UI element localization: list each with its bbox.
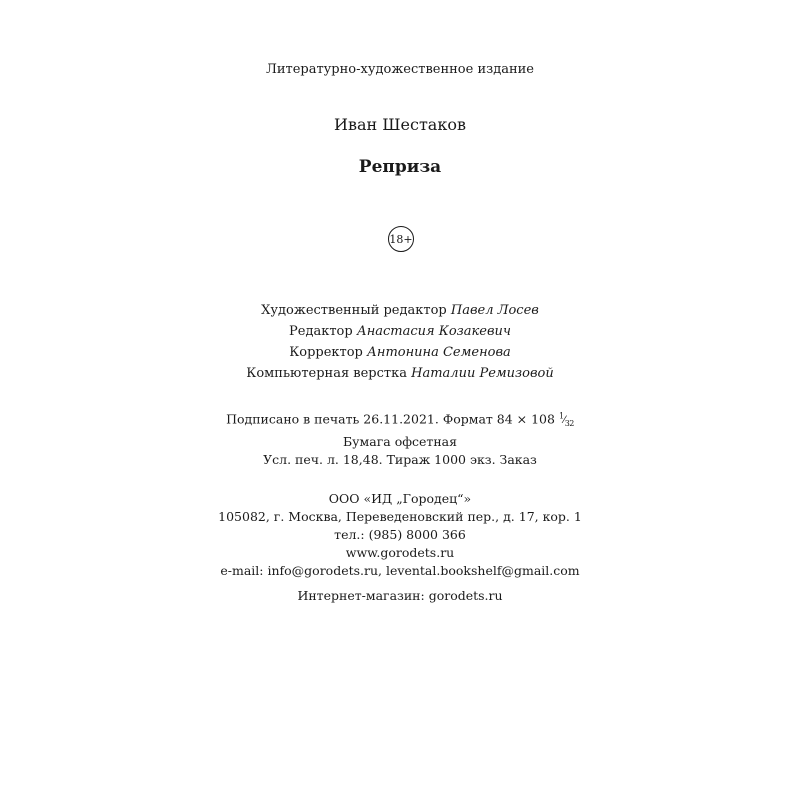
credit-name: Антонина Семенова [367,345,511,360]
credit-role: Художественный редактор [261,303,447,318]
format-fraction: $^1⁄_{32}$ [558,412,574,429]
credit-role: Редактор [289,324,353,339]
credit-art-editor [0,300,800,321]
credits-block [0,300,800,384]
credit-layout [0,363,800,384]
publisher-phone: тел.: (985) 8000 366 [334,527,466,542]
credit-editor [0,321,800,342]
credit-role: Корректор [289,345,363,360]
credit-proofreader [0,342,800,363]
publisher-address: 105082, г. Москва, Переведеновский пер., д. 17, кор. 1 [218,509,582,524]
edition-type: Литературно-художественное издание [266,62,534,77]
book-author: Иван Шестаков [334,115,466,134]
credit-name: Павел Лосев [450,303,539,318]
credit-name: Анастасия Козакевич [356,324,511,339]
online-shop: Интернет-магазин: gorodets.ru [297,588,503,603]
publisher-name: ООО «ИД „Городец“» [328,491,472,506]
print-signed-text: Подписано в печать 26.11.2021. Формат 84 × 108 [226,411,555,427]
credit-role: Компьютерная верстка [246,366,407,381]
credit-name: Наталии Ремизовой [411,366,554,381]
age-rating-badge: 18+ [388,226,414,252]
print-paper: Бумага офсетная [343,434,457,450]
format-fraction-numerator: 1 [558,412,564,421]
book-title: Реприза [358,157,442,177]
print-run: Усл. печ. л. 18,48. Тираж 1000 экз. Заказ [263,452,537,468]
publisher-email: e-mail: info@gorodets.ru, levental.bookshelf@gmail.com [220,563,580,578]
print-signed-line [0,408,800,433]
format-fraction-denominator: 32 [564,419,574,429]
print-info-block [0,408,800,469]
publisher-block [0,490,800,580]
publisher-website: www.gorodets.ru [345,545,455,560]
